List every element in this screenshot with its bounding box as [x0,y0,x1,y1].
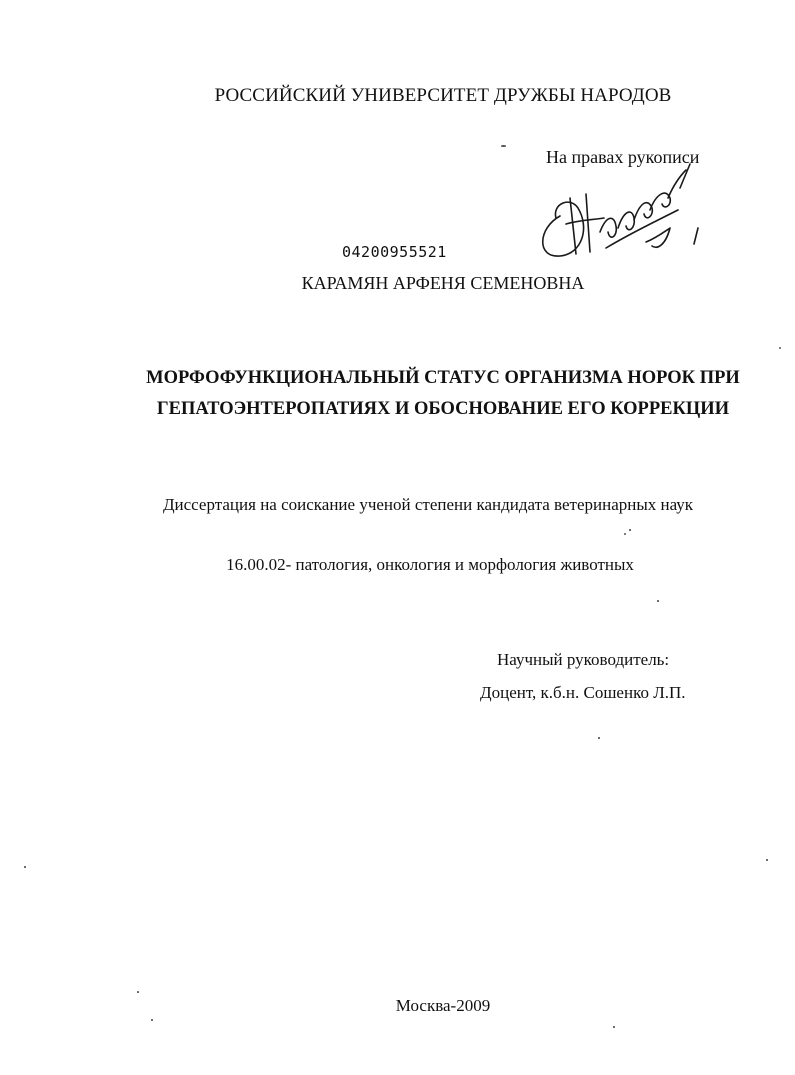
scan-speck [629,529,631,531]
university-name: РОССИЙСКИЙ УНИВЕРСИТЕТ ДРУЖБЫ НАРОДОВ [214,85,672,106]
author-name: КАРАМЯН АРФЕНЯ СЕМЕНОВНА [301,273,585,293]
scan-speck [137,991,139,993]
dissertation-title-line-1: МОРФОФУНКЦИОНАЛЬНЫЙ СТАТУС ОРГАНИЗМА НОРОК ПРИ [146,368,740,388]
dissertation-title-line-2: ГЕПАТОЭНТЕРОПАТИЯХ И ОБОСНОВАНИЕ ЕГО КОРРЕКЦИИ [156,399,730,419]
scan-speck [151,1019,153,1021]
scan-speck [24,866,26,868]
city-year: Москва-2009 [395,996,491,1015]
scan-speck [501,145,506,147]
supervisor-name: Доцент, к.б.н. Сошенко Л.П. [480,683,686,702]
scan-speck [613,1026,615,1028]
scan-speck [766,859,768,861]
specialty-code: 16.00.02- патология, онкология и морфология животных [226,555,634,574]
manuscript-note: На правах рукописи [546,147,700,167]
scan-speck [657,600,659,602]
supervisor-label: Научный руководитель: [497,650,670,669]
author-signature [530,158,710,270]
scan-speck [779,347,781,349]
degree-statement: Диссертация на соискание ученой степени кандидата ветеринарных наук [162,495,694,514]
archive-number: 04200955521 [342,243,447,261]
scan-speck [598,737,600,739]
scan-speck [624,533,626,535]
